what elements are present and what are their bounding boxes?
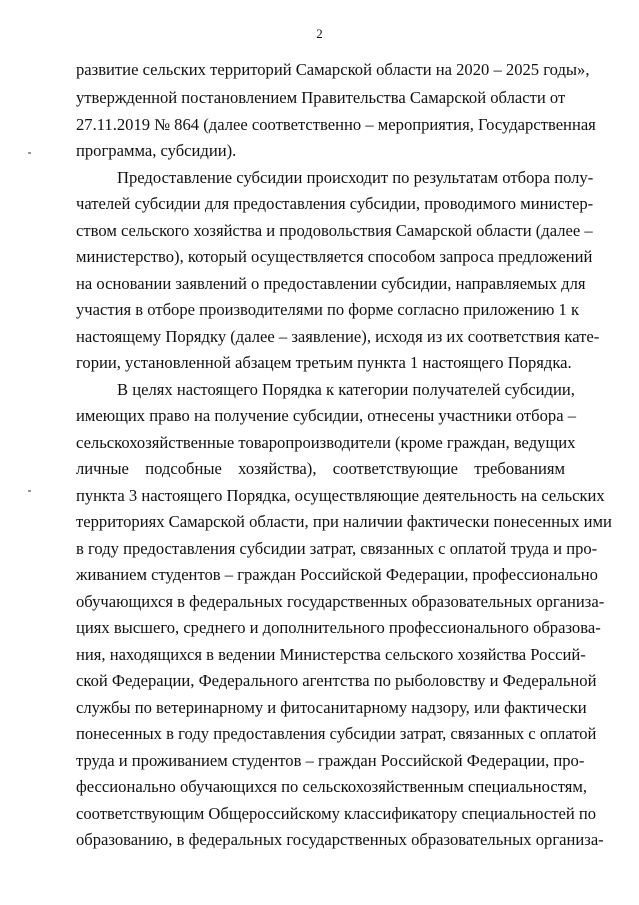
text-line: обучающихся в федеральных государственных образовательных организа- <box>76 592 605 611</box>
text-line: соответствующим Общероссийскому классификатору специальностей по <box>76 804 597 823</box>
text-line: В целях настоящего Порядка к категории получателей субсидии, <box>117 380 575 399</box>
text-line: программа, субсидии). <box>76 141 237 160</box>
text-line: гории, установленной абзацем третьим пункта 1 настоящего Порядка. <box>76 353 572 372</box>
text-line: настоящему Порядку (далее – заявление), исходя из их соответствия кате- <box>76 327 600 346</box>
text-line: труда и проживанием студентов – граждан Российской Федерации, про- <box>76 751 585 770</box>
text-line: понесенных в году предоставления субсидии затрат, связанных с оплатой <box>76 724 597 743</box>
text-line: сельскохозяйственные товаропроизводители (кроме граждан, ведущих <box>76 433 576 452</box>
text-line: личные подсобные хозяйства), соответствующие требованиям <box>76 459 565 478</box>
page-number: 2 <box>316 26 323 41</box>
text-line: образованию, в федеральных государственных образовательных организа- <box>76 830 604 849</box>
text-line: Предоставление субсидии происходит по результатам отбора полу- <box>117 168 594 187</box>
scan-mark <box>28 490 31 492</box>
text-line: министерство), который осуществляется способом запроса предложений <box>76 247 593 266</box>
text-line: участия в отборе производителями по форме согласно приложению 1 к <box>76 300 580 319</box>
text-line: живанием студентов – граждан Российской Федерации, профессионально <box>76 565 598 584</box>
text-line: 27.11.2019 № 864 (далее соответственно – мероприятия, Государственная <box>76 115 596 134</box>
text-line: фессионально обучающихся по сельскохозяйственным специальностям, <box>76 777 588 796</box>
text-line: службы по ветеринарному и фитосанитарному надзору, или фактически <box>76 698 587 717</box>
text-line: имеющих право на получение субсидии, отнесены участники отбора – <box>76 406 577 425</box>
text-line: территориях Самарской области, при наличии фактически понесенных ими <box>76 512 612 531</box>
text-line: ской Федерации, Федерального агентства по рыболовству и Федеральной <box>76 671 597 690</box>
text-line: ния, находящихся в ведении Министерства сельского хозяйства Россий- <box>76 645 586 664</box>
text-line: утвержденной постановлением Правительства Самарской области от <box>76 88 566 107</box>
scan-mark <box>28 152 31 154</box>
text-line: циях высшего, среднего и дополнительного профессионального образова- <box>76 618 601 637</box>
text-line: чателей субсидии для предоставления субсидии, проводимого министер- <box>76 194 594 213</box>
text-line: ством сельского хозяйства и продовольствия Самарской области (далее – <box>76 221 593 240</box>
text-line: на основании заявлений о предоставлении субсидии, направляемых для <box>76 274 586 293</box>
text-line: развитие сельских территорий Самарской области на 2020 – 2025 годы», <box>76 60 590 79</box>
text-line: в году предоставления субсидии затрат, связанных с оплатой труда и про- <box>76 539 598 558</box>
text-line: пункта 3 настоящего Порядка, осуществляющие деятельность на сельских <box>76 486 605 505</box>
